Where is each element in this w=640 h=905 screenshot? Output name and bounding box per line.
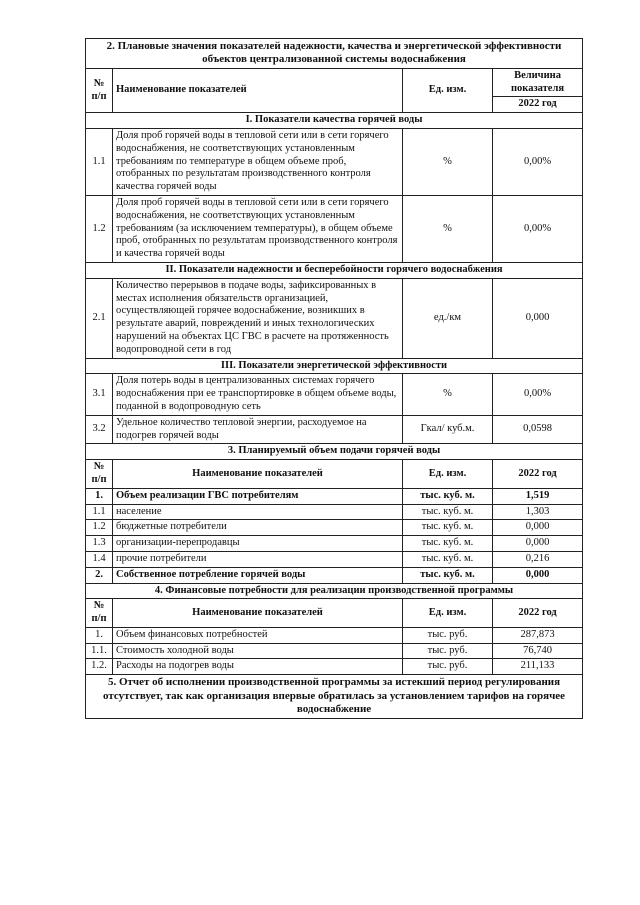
row-value: 1,519 xyxy=(493,488,583,504)
row-unit: тыс. куб. м. xyxy=(403,504,493,520)
section-title-row xyxy=(86,39,583,69)
row-num: 3.2 xyxy=(86,415,113,444)
section-title-row xyxy=(86,583,583,599)
row-unit: тыс. руб. xyxy=(403,659,493,675)
table-row xyxy=(86,643,583,659)
header-name: Наименование показателей xyxy=(113,68,403,112)
header-num: № п/п xyxy=(86,599,113,628)
row-name: Собственное потребление горячей воды xyxy=(113,567,403,583)
row-num: 1.2 xyxy=(86,520,113,536)
row-num: 1.1 xyxy=(86,504,113,520)
row-value: 0,00% xyxy=(493,195,583,262)
row-name: Стоимость холодной воды xyxy=(113,643,403,659)
table-row xyxy=(86,374,583,415)
row-value: 0,0598 xyxy=(493,415,583,444)
group-title: I. Показатели качества горячей воды xyxy=(86,113,583,129)
row-value: 287,873 xyxy=(493,627,583,643)
header-unit: Ед. изм. xyxy=(403,599,493,628)
row-name: Объем реализации ГВС потребителям xyxy=(113,488,403,504)
row-value: 211,133 xyxy=(493,659,583,675)
row-unit: тыс. куб. м. xyxy=(403,536,493,552)
row-name: Расходы на подогрев воды xyxy=(113,659,403,675)
row-value: 0,00% xyxy=(493,374,583,415)
row-name: население xyxy=(113,504,403,520)
header-num: № п/п xyxy=(86,460,113,489)
section-title-row xyxy=(86,444,583,460)
group-title: III. Показатели энергетической эффективности xyxy=(86,358,583,374)
section-3-title: 3. Планируемый объем подачи горячей воды xyxy=(86,444,583,460)
table-row xyxy=(86,627,583,643)
row-num: 3.1 xyxy=(86,374,113,415)
group-title-row xyxy=(86,113,583,129)
table-header-row xyxy=(86,460,583,489)
section-4-title: 4. Финансовые потребности для реализации производственной программы xyxy=(86,583,583,599)
header-unit: Ед. изм. xyxy=(403,460,493,489)
row-name: Количество перерывов в подаче воды, зафиксированных в местах исполнения обязательств организацией, осуществляющей горячее водоснабжение, возникших в результате аварий, повреждений и иных технологических нарушений на объектах ЦС ГВС в расчете на протяженность водопроводной сети в год xyxy=(113,278,403,358)
header-num: № п/п xyxy=(86,68,113,112)
row-name: Удельное количество тепловой энергии, расходуемое на подогрев горячей воды xyxy=(113,415,403,444)
table-row xyxy=(86,551,583,567)
row-unit: % xyxy=(403,129,493,196)
row-unit: тыс. куб. м. xyxy=(403,488,493,504)
section-title-row xyxy=(86,675,583,718)
table-header-row xyxy=(86,599,583,628)
table-row xyxy=(86,488,583,504)
group-title: II. Показатели надежности и бесперебойности горячего водоснабжения xyxy=(86,262,583,278)
header-unit: Ед. изм. xyxy=(403,68,493,112)
row-value: 0,000 xyxy=(493,520,583,536)
row-num: 1. xyxy=(86,627,113,643)
row-num: 1.3 xyxy=(86,536,113,552)
header-year: 2022 год xyxy=(493,460,583,489)
table-header-row xyxy=(86,68,583,97)
row-num: 2. xyxy=(86,567,113,583)
table-row xyxy=(86,195,583,262)
group-title-row xyxy=(86,262,583,278)
row-name: организации-перепродавцы xyxy=(113,536,403,552)
header-year: 2022 год xyxy=(493,97,583,113)
row-name: прочие потребители xyxy=(113,551,403,567)
row-num: 1.4 xyxy=(86,551,113,567)
row-value: 0,000 xyxy=(493,567,583,583)
table-row xyxy=(86,659,583,675)
row-unit: тыс. руб. xyxy=(403,643,493,659)
row-num: 1.2 xyxy=(86,195,113,262)
section-5-title: 5. Отчет об исполнении производственной программы за истекший период регулирования отсутствует, так как организация впервые обратилась за установлением тарифов на горячее водоснабжение xyxy=(86,675,583,718)
row-unit: тыс. куб. м. xyxy=(403,520,493,536)
table-row xyxy=(86,504,583,520)
row-name: Объем финансовых потребностей xyxy=(113,627,403,643)
row-name: Доля потерь воды в централизованных системах горячего водоснабжения при ее транспортировке в общем объеме воды, поданной в водопроводную сеть xyxy=(113,374,403,415)
row-num: 1.1 xyxy=(86,129,113,196)
row-num: 2.1 xyxy=(86,278,113,358)
row-num: 1.2. xyxy=(86,659,113,675)
row-name: Доля проб горячей воды в тепловой сети или в сети горячего водоснабжения, не соответствующих установленным требованиям (за исключением температуры), в общем объеме проб, отобранных по результатам производственного контроля и качества горячей воды xyxy=(113,195,403,262)
row-name: Доля проб горячей воды в тепловой сети или в сети горячего водоснабжения, не соответствующих установленным требованиям по температуре в общем объеме проб, отобранных по результатам производственного контроля качества горячей воды xyxy=(113,129,403,196)
row-num: 1.1. xyxy=(86,643,113,659)
table-row xyxy=(86,520,583,536)
table-row xyxy=(86,536,583,552)
row-value: 0,00% xyxy=(493,129,583,196)
table-row xyxy=(86,415,583,444)
row-name: бюджетные потребители xyxy=(113,520,403,536)
table-row xyxy=(86,129,583,196)
header-year: 2022 год xyxy=(493,599,583,628)
row-value: 0,216 xyxy=(493,551,583,567)
row-value: 0,000 xyxy=(493,278,583,358)
group-title-row xyxy=(86,358,583,374)
row-unit: тыс. куб. м. xyxy=(403,551,493,567)
table-row xyxy=(86,278,583,358)
section-2-title: 2. Плановые значения показателей надежности, качества и энергетической эффективности объектов централизованной системы водоснабжения xyxy=(86,39,583,69)
row-unit: Гкал/ куб.м. xyxy=(403,415,493,444)
table-row xyxy=(86,567,583,583)
document-table xyxy=(85,38,583,719)
row-unit: % xyxy=(403,195,493,262)
row-unit: тыс. руб. xyxy=(403,627,493,643)
header-name: Наименование показателей xyxy=(113,460,403,489)
row-value: 1,303 xyxy=(493,504,583,520)
header-value: Величина показателя xyxy=(493,68,583,97)
row-unit: тыс. куб. м. xyxy=(403,567,493,583)
row-unit: ед./км xyxy=(403,278,493,358)
header-name: Наименование показателей xyxy=(113,599,403,628)
row-num: 1. xyxy=(86,488,113,504)
row-value: 0,000 xyxy=(493,536,583,552)
row-unit: % xyxy=(403,374,493,415)
row-value: 76,740 xyxy=(493,643,583,659)
